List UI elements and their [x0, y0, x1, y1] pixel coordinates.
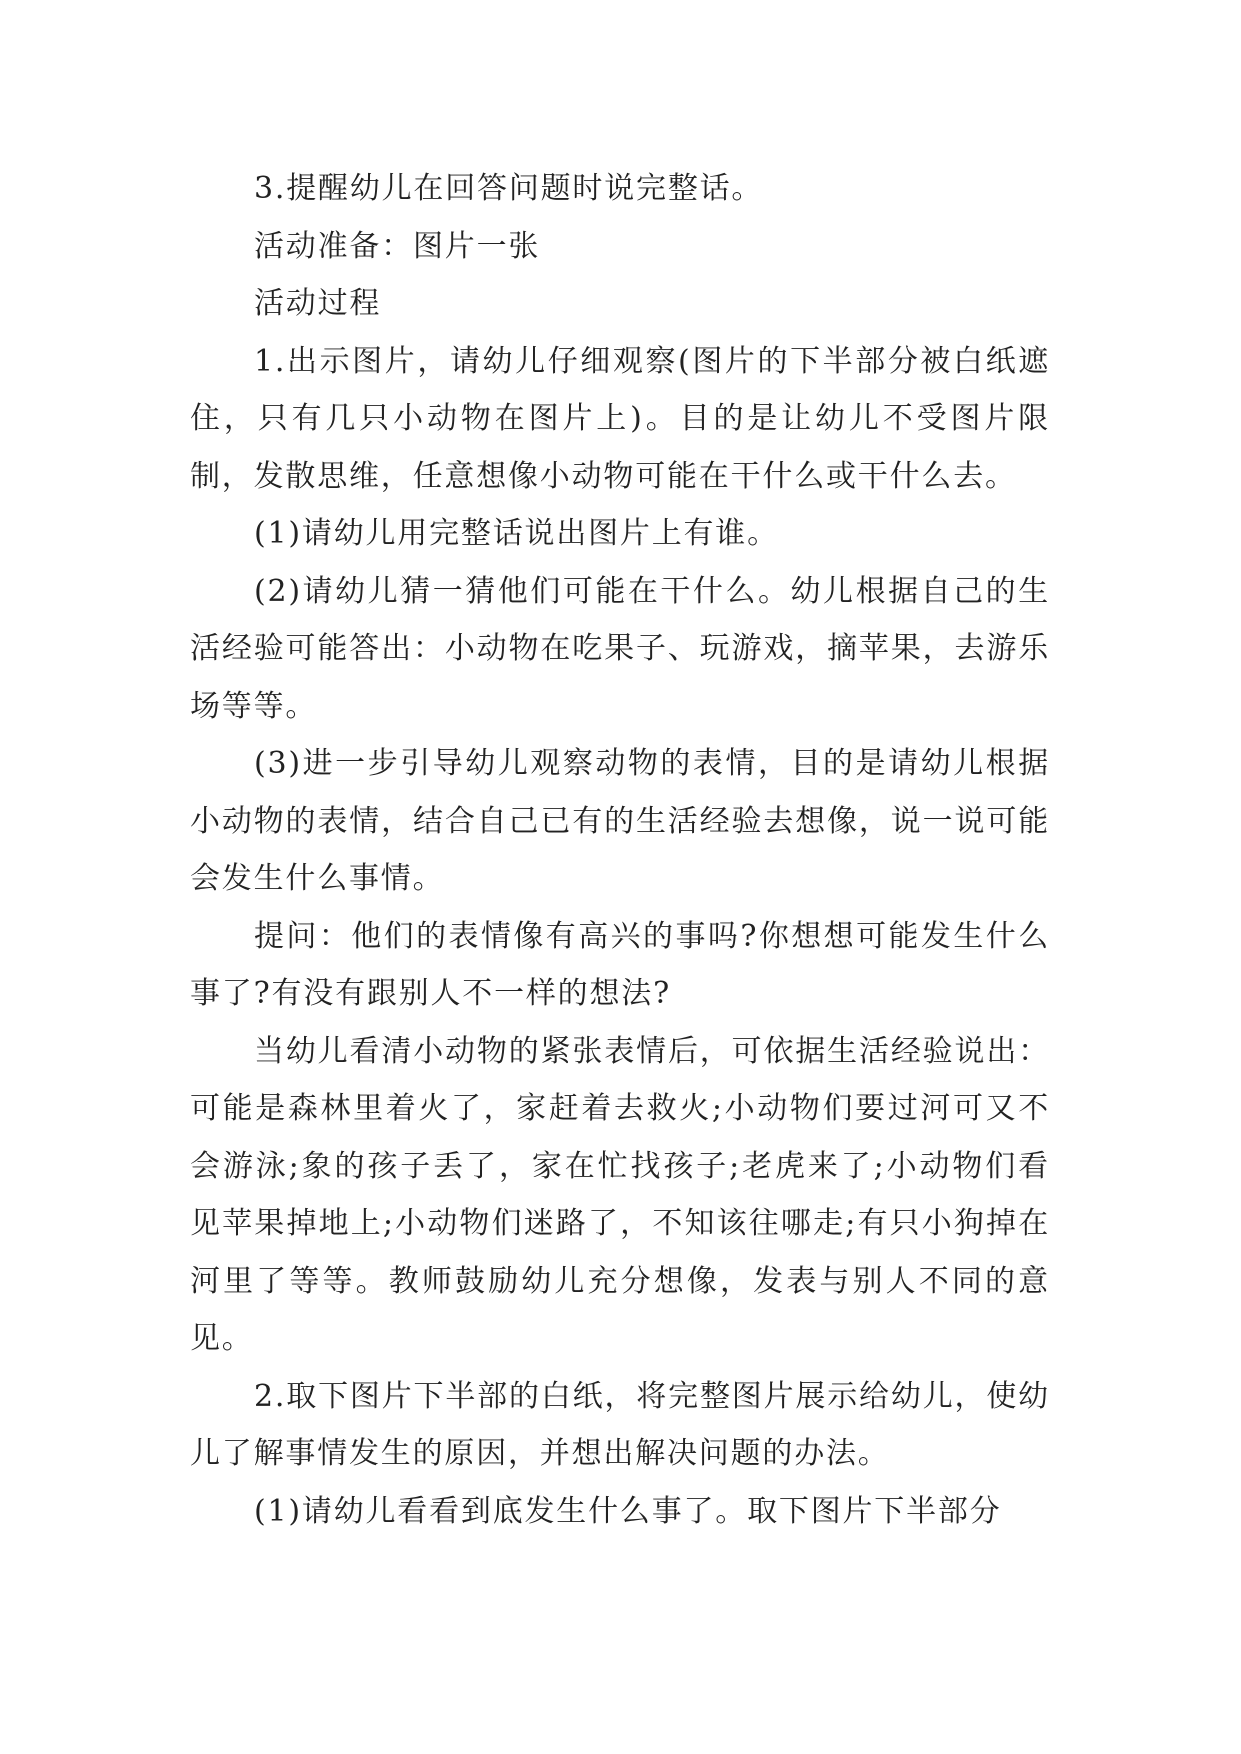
paragraph-expected-answers: 当幼儿看清小动物的紧张表情后，可依据生活经验说出：可能是森林里着火了，家赶着去救火;小动物们要过河可又不会游泳;象的孩子丢了，家在忙找孩子;老虎来了;小动物们看见苹果掉地上;小动物们迷路了，不知该往哪走;有只小狗掉在河里了等等。教师鼓励幼儿充分想像，发表与别人不同的意见。	[190, 1033, 1050, 1356]
paragraph-question: 提问：他们的表情像有高兴的事吗?你想想可能发生什么事了?有没有跟别人不一样的想法?	[190, 918, 1050, 1011]
paragraph-process-heading: 活动过程	[254, 286, 382, 321]
paragraph-step-1-1: (1)请幼儿用完整话说出图片上有谁。	[254, 516, 779, 551]
paragraph-step-1-3: (3)进一步引导幼儿观察动物的表情，目的是请幼儿根据小动物的表情，结合自己已有的生活经验去想像，说一说可能会发生什么事情。	[190, 746, 1050, 896]
paragraph-goal-3: 3.提醒幼儿在回答问题时说完整话。	[254, 171, 764, 206]
paragraph-preparation: 活动准备：图片一张	[254, 228, 541, 264]
paragraph-step-2: 2.取下图片下半部的白纸，将完整图片展示给幼儿，使幼儿了解事情发生的原因，并想出解决问题的办法。	[190, 1378, 1050, 1471]
paragraph-step-2-1: (1)请幼儿看看到底发生什么事了。取下图片下半部分	[254, 1493, 1002, 1529]
paragraph-step-1-2: (2)请幼儿猜一猜他们可能在干什么。幼儿根据自己的生活经验可能答出：小动物在吃果子、玩游戏，摘苹果，去游乐场等等。	[190, 573, 1050, 724]
paragraph-step-1: 1.出示图片，请幼儿仔细观察(图片的下半部分被白纸遮住，只有几只小动物在图片上)。目的是让幼儿不受图片限制，发散思维，任意想像小动物可能在干什么或干什么去。	[190, 343, 1050, 494]
document-body	[190, 160, 1050, 1540]
